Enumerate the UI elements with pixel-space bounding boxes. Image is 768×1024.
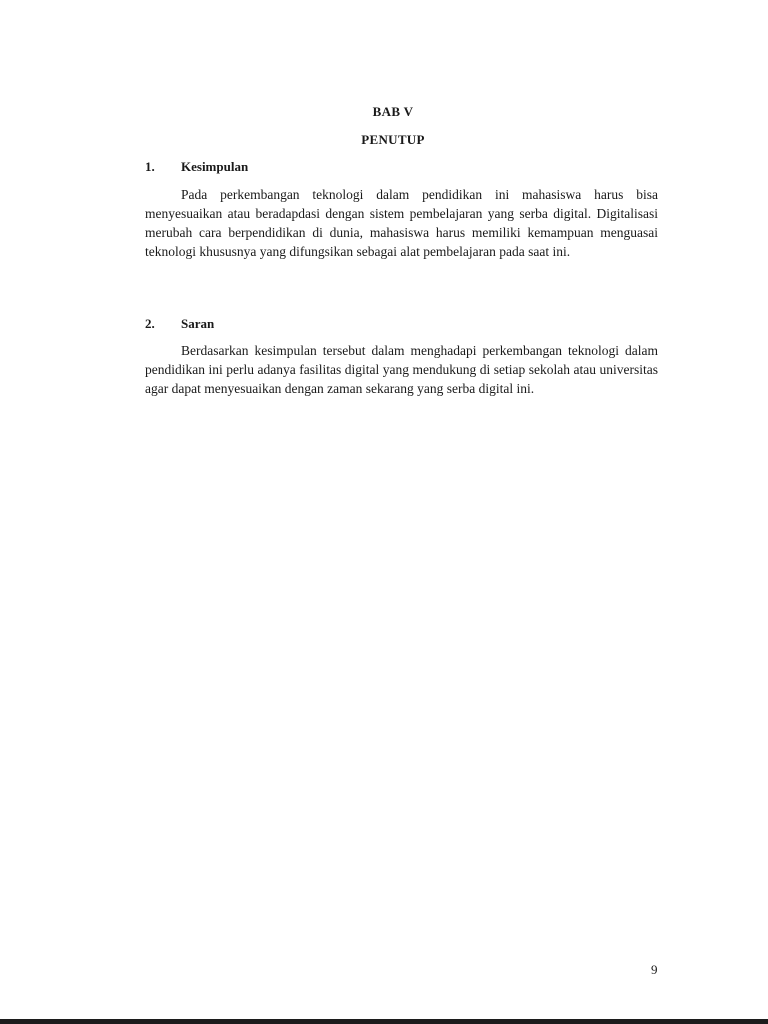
page-number: 9 (651, 962, 658, 977)
suggestion-paragraph: Berdasarkan kesimpulan tersebut dalam menghadapi perkembangan teknologi dalam pendidikan ini perlu adanya fasilitas digital yang mendukung di setiap sekolah atau universitas agar dapat menyesuaikan dengan zaman sekarang yang serba digital ini. (145, 343, 658, 396)
section-heading-kesimpulan (145, 159, 248, 175)
section-heading-saran (145, 316, 214, 332)
chapter-title: PENUTUP (361, 132, 425, 147)
section-title: Kesimpulan (181, 159, 249, 174)
section-number: 2. (145, 316, 155, 331)
section-title: Saran (181, 316, 215, 331)
page-bottom-edge (0, 1019, 768, 1024)
chapter-number: BAB V (372, 104, 414, 119)
section-number: 1. (145, 159, 155, 174)
conclusion-paragraph: Pada perkembangan teknologi dalam pendidikan ini mahasiswa harus bisa menyesuaikan atau beradapdasi dengan sistem pembelajaran yang serba digital. Digitalisasi merubah cara berpendidikan di dunia, mahasiswa harus memiliki kemampuan menguasai teknologi khususnya yang difungsikan sebagai alat pembelajaran pada saat ini. (145, 187, 658, 259)
